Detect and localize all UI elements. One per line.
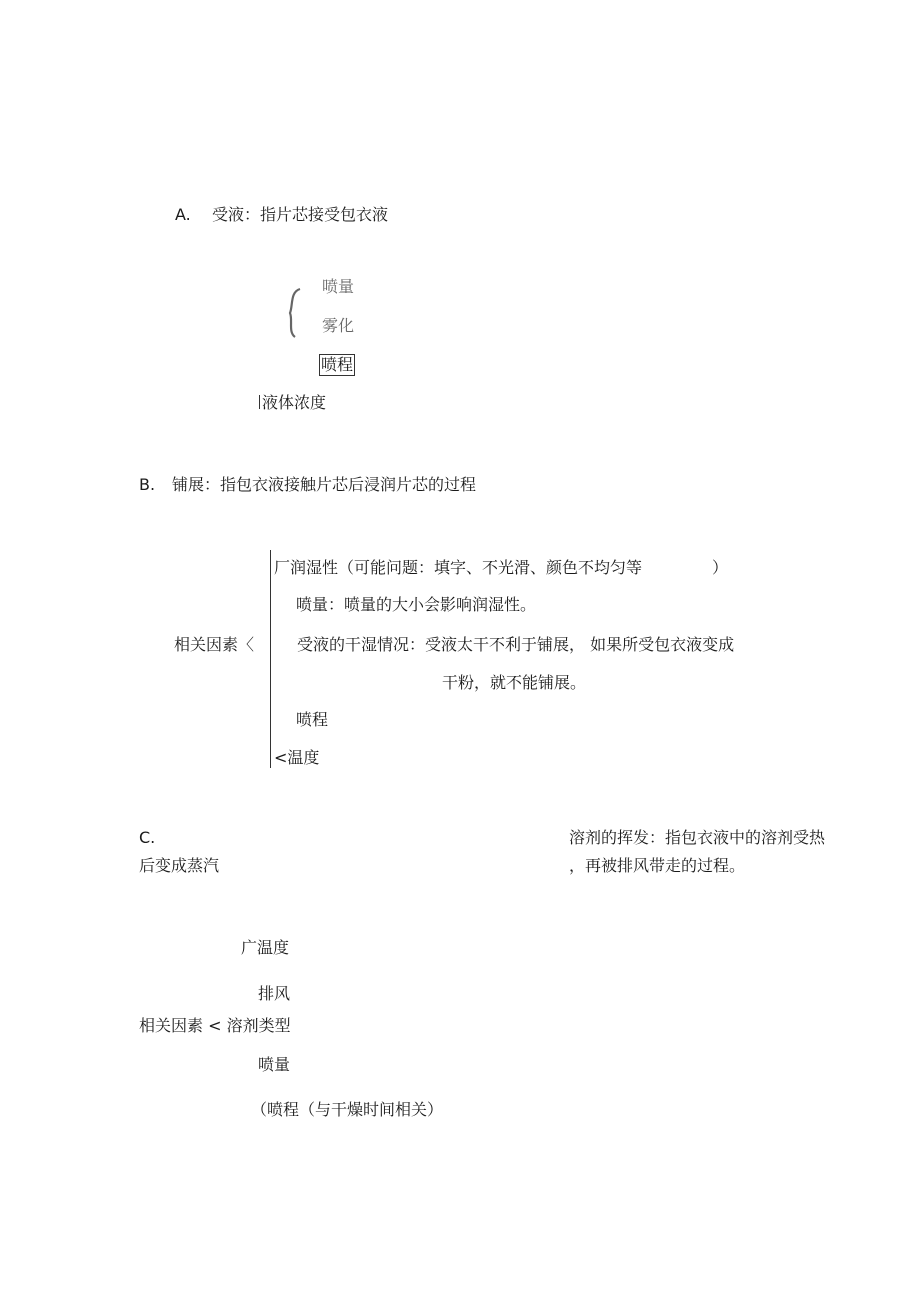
factor-dryness-line2: 干粉，就不能铺展。	[442, 673, 587, 692]
factor-dryness-line1: 受液的干湿情况：受液太干不利于铺展， 如果所受包衣液变成	[297, 635, 735, 654]
section-c-heading-part2: 后变成蒸汽	[139, 856, 220, 875]
left-brace-icon	[282, 286, 304, 340]
section-c-marker: C.	[139, 828, 156, 847]
bracket-tick	[259, 395, 260, 409]
bracket-vertical-line	[270, 550, 271, 768]
factor-spray-volume-b: 喷量：喷量的大小会影响润湿性。	[296, 595, 537, 614]
section-c-heading-part3: ，再被排风带走的过程。	[569, 856, 746, 875]
factor-liquid-concentration: 液体浓度	[262, 393, 327, 412]
factor-wettability-close: ）	[712, 558, 729, 577]
section-a-heading: 受液：指片芯接受包衣液	[212, 205, 389, 224]
factor-spray-distance: 喷程	[321, 355, 354, 374]
factor-wettability: 厂润湿性（可能问题：填字、不光滑、颜色不均匀等	[274, 558, 643, 577]
related-factors-label: 相关因素〈	[174, 635, 255, 654]
factor-spray-volume: 喷量	[322, 277, 355, 296]
factor-temperature-c: 广温度	[241, 938, 290, 957]
factor-spray-volume-c: 喷量	[258, 1055, 291, 1074]
section-b-marker: B.	[139, 475, 156, 494]
factor-exhaust: 排风	[258, 984, 291, 1003]
related-factors-solvent-type: 相关因素 < 溶剂类型	[139, 1016, 291, 1035]
factor-spray-distance-b: 喷程	[296, 710, 329, 729]
factor-atomization: 雾化	[322, 316, 355, 335]
section-b-heading: 铺展：指包衣液接触片芯后浸润片芯的过程	[172, 475, 477, 494]
section-a-marker: A.	[175, 205, 191, 224]
factor-spray-distance-c: （喷程（与干燥时间相关）	[251, 1100, 444, 1119]
section-c-heading-part1: 溶剂的挥发：指包衣液中的溶剂受热	[569, 828, 826, 847]
factor-temperature-b: <温度	[274, 748, 320, 767]
